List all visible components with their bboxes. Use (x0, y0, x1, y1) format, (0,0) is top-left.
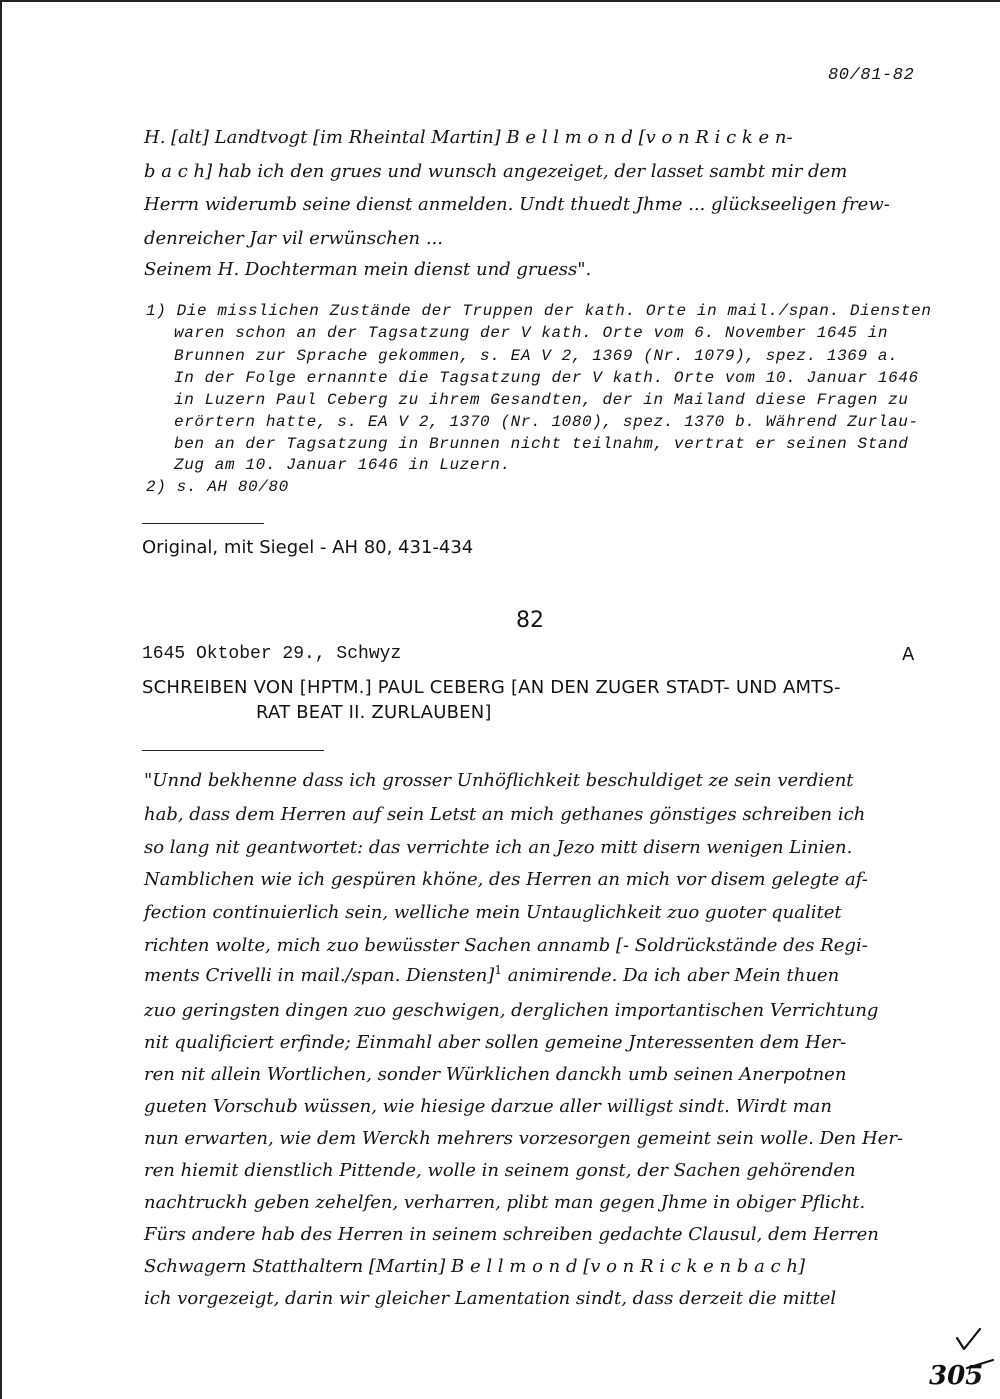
body-line: richten wolte, mich zuo bewüsster Sachen annamb [- Soldrückstände des Regi- (144, 935, 868, 956)
body-line: gueten Vorschub wüssen, wie hiesige darzue aller willigst sindt. Wirdt man (144, 1096, 832, 1117)
body-line: ren hiemit dienstlich Pittende, wolle in seinem gonst, der Sachen gehörenden (144, 1160, 856, 1181)
footnote-line: In der Folge ernannte die Tagsatzung der V kath. Orte vom 10. Januar 1646 (174, 369, 919, 387)
footnote-line: 2) s. AH 80/80 (146, 478, 289, 496)
body-line: Fürs andere hab des Herren in seinem schreiben gedachte Clausul, dem Herren (144, 1224, 879, 1245)
page-reference: 80/81-82 (828, 66, 915, 85)
body-line: ren nit allein Wortlichen, sonder Würklichen danckh umb seinen Anerpotnen (144, 1064, 847, 1085)
body-text: ments Crivelli in mail./span. Diensten] (144, 965, 495, 986)
body-line: zuo geringsten dingen zuo geschwigen, derglichen importantischen Verrichtung (144, 1000, 879, 1021)
footnote-line: waren schon an der Tagsatzung der V kath. Orte vom 6. November 1645 in (174, 324, 889, 342)
letter-line: H. [alt] Landtvogt [im Rheintal Martin] B e l l m o n d [v o n R i c k e n- (144, 127, 793, 148)
footnote-line: 1) Die misslichen Zustände der Truppen der kath. Orte in mail./span. Diensten (146, 302, 932, 320)
body-line (144, 965, 839, 986)
scan-border-top (0, 0, 1000, 2)
separator-rule (142, 523, 264, 524)
body-line: nachtruckh geben zehelfen, verharren, plibt man gegen Jhme in obiger Pflicht. (144, 1192, 866, 1213)
body-text: animirende. Da ich aber Mein thuen (507, 965, 840, 986)
footnote-line: Brunnen zur Sprache gekommen, s. EA V 2, 1369 (Nr. 1079), spez. 1369 a. (174, 347, 899, 365)
body-line: so lang nit geantwortet: das verrichte ich an Jezo mitt disern wenigen Linien. (144, 837, 853, 858)
body-line: fection continuierlich sein, welliche mein Untauglichkeit zuo guoter qualitet (144, 902, 842, 923)
document-category: A (902, 644, 915, 665)
date-place: 1645 Oktober 29., Schwyz (142, 644, 402, 664)
handwritten-page-number: 305 (929, 1361, 984, 1391)
document-heading-line: SCHREIBEN VON [HPTM.] PAUL CEBERG [AN DEN ZUGER STADT- UND AMTS- (142, 677, 841, 698)
handwritten-page-note (927, 1356, 995, 1392)
body-line: hab, dass dem Herren auf sein Letst an mich gethanes gönstiges schreiben ich (144, 804, 866, 825)
letter-line: denreicher Jar vil erwünschen ... (144, 228, 444, 249)
footnote-line: in Luzern Paul Ceberg zu ihrem Gesandten, der in Mailand diese Fragen zu (174, 391, 909, 409)
body-line: "Unnd bekhenne dass ich grosser Unhöflichkeit beschuldiget ze sein verdient (144, 770, 854, 791)
scan-border-left (0, 0, 2, 1399)
separator-rule (142, 750, 324, 751)
body-line: nun erwarten, wie dem Werckh mehrers vorzesorgen gemeint sein wolle. Den Her- (144, 1128, 904, 1149)
footnote-reference: 1 (494, 963, 502, 977)
document-number: 82 (516, 608, 544, 633)
source-note: Original, mit Siegel - AH 80, 431-434 (142, 537, 474, 558)
body-line: Namblichen wie ich gespüren khöne, des Herren an mich vor disem gelegte af- (144, 869, 868, 890)
body-line: nit qualificiert erfinde; Einmahl aber sollen gemeine Jnteressenten dem Her- (144, 1032, 847, 1053)
footnote-line: ben an der Tagsatzung in Brunnen nicht teilnahm, vertrat er seinen Stand (174, 435, 909, 453)
check-mark-icon (954, 1325, 984, 1355)
footnote-line: erörtern hatte, s. EA V 2, 1370 (Nr. 1080), spez. 1370 b. Während Zurlau- (174, 413, 919, 431)
body-line: Schwagern Statthaltern [Martin] B e l l m o n d [v o n R i c k e n b a c h] (144, 1256, 805, 1277)
letter-line: b a c h] hab ich den grues und wunsch angezeiget, der lasset sambt mir dem (144, 161, 848, 182)
letter-line: Herrn widerumb seine dienst anmelden. Undt thuedt Jhme ... glückseeligen frew- (144, 194, 890, 215)
footnote-line: Zug am 10. Januar 1646 in Luzern. (174, 456, 511, 474)
document-heading-line: RAT BEAT II. ZURLAUBEN] (256, 702, 492, 723)
letter-signoff: Seinem H. Dochterman mein dienst und gruess". (144, 259, 592, 280)
body-line: ich vorgezeigt, darin wir gleicher Lamentation sindt, dass derzeit die mittel (144, 1288, 837, 1309)
